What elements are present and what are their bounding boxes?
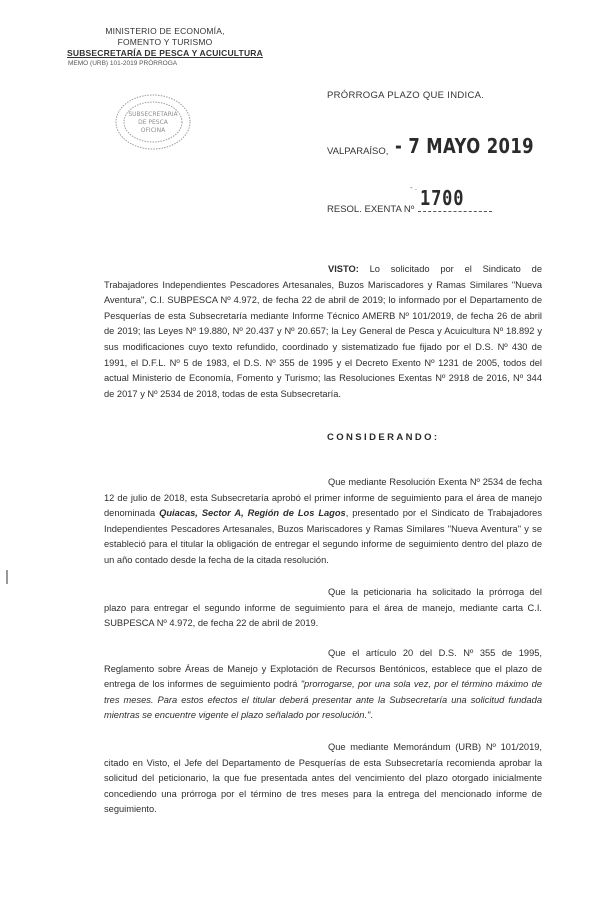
paragraph-3-text-b: . [370, 710, 373, 721]
paragraph-4-text: Que mediante Memorándum (URB) Nº 101/2019, citado en Visto, el Jefe del Departamento de Pesquerías de esta Subsecretaría recomienda aprobar la solicitud del peticionario, la que fue presentada antes del vencimiento del plazo otorgado inicialmente concediendo una prórroga por el término de tres meses para la entrega del mencionado informe de seguimiento. [104, 742, 542, 815]
paragraph-3-text-a: Que el artículo 20 del D.S. Nº 355 de 1995, Reglamento sobre Áreas de Manejo y Explotación de Recursos Bentónicos, establece que el plazo de entrega de los informes de seguimiento podrá [104, 648, 542, 690]
scan-margin-mark [6, 570, 8, 584]
resolution-mark: - . [410, 183, 418, 192]
visto-text: Lo solicitado por el Sindicato de Trabajadores Independientes Pescadores Artesanales, Buzos Mariscadores y Ramas Similares "Nueva Aventura", C.I. SUBPESCA Nº 4.972, de fecha 22 de abril de 2019; lo informado por el Departamento de Pesquerías de esta Subsecretaría mediante Informe Técnico AMERB Nº 101/2019, de fecha 26 de abril de 2019; las Leyes Nº 19.880, Nº 20.437 y Nº 20.657; la Ley General de Pesca y Acuicultura Nº 18.892 y sus modificaciones cuyo texto refundido, coordinado y sistematizado fue fijado por el D.S. Nº 430 de 1991, el D.F.L. Nº 5 de 1983, el D.S. Nº 355 de 1995 y el Decreto Exento Nº 1231 de 2005, todos del actual Ministerio de Economía, Fomento y Turismo; las Resoluciones Exentas Nº 2918 de 2016, Nº 344 de 2017 y Nº 2534 de 2018, todas de esta Subsecretaría. [104, 264, 542, 399]
area-name: Quiacas, Sector A, Región de Los Lagos [159, 508, 346, 519]
considerando-paragraph-1 [104, 475, 542, 569]
stamp-text-2: DE PESCA [138, 119, 168, 126]
stamp-text-3: OFICINA [140, 127, 166, 134]
official-stamp [113, 92, 193, 152]
considerando-paragraph-3 [104, 646, 542, 724]
paragraph-1-text-a: Que mediante Resolución Exenta Nº 2534 de fecha 12 de julio de 2018, esta Subsecretaría aprobó el primer informe de seguimiento para el área de manejo denominada [104, 477, 542, 519]
document-subject: PRÓRROGA PLAZO QUE INDICA. [327, 90, 485, 101]
regulation-quote: "prorrogarse, por una sola vez, por el término máximo de tres meses. Para estos efectos el titular deberá presentar ante la Subsecretaría una solicitud fundada mientras se encuentre vigente el plazo señalado por resolución." [104, 679, 542, 721]
considerando-paragraph-4 [104, 740, 542, 818]
visto-paragraph [104, 262, 542, 402]
ministry-name: MINISTERIO DE ECONOMÍA, [105, 26, 225, 36]
ministry-name-2: FOMENTO Y TURISMO [117, 37, 213, 47]
stamp-text-1: SUBSECRETARÍA [128, 111, 178, 118]
resolution-label: RESOL. EXENTA Nº [327, 204, 415, 215]
memo-reference: MEMO (URB) 101-2019 PRÓRROGA [68, 60, 178, 67]
paragraph-1-text-b: , presentado por el Sindicato de Trabajadores Independientes Pescadores Artesanales, Buzos Mariscadores y Ramas Similares "Nueva Aventura" y se estableció para el titular la obligación de entregar el segundo informe de seguimiento dentro del plazo de un año contado desde la fecha de la citada resolución. [104, 508, 542, 565]
considerando-heading: CONSIDERANDO: [327, 432, 440, 443]
place-label: VALPARAÍSO, [327, 146, 389, 157]
resolution-number: 1700 [420, 186, 465, 210]
resolution-underline [418, 203, 492, 212]
visto-label: VISTO: [328, 264, 359, 274]
paragraph-2-text: Que la peticionaria ha solicitado la prórroga del plazo para entregar el segundo informe de seguimiento para el área de manejo, mediante carta C.I. SUBPESCA Nº 4.972, de fecha 22 de abril de 2019. [104, 587, 542, 629]
letterhead [60, 26, 270, 69]
subsecretaria-name: SUBSECRETARÍA DE PESCA Y ACUICULTURA [67, 48, 263, 58]
considerando-paragraph-2 [104, 585, 542, 632]
resolution-label-row [327, 203, 492, 215]
date-stamp: - 7 MAYO 2019 [395, 134, 535, 158]
